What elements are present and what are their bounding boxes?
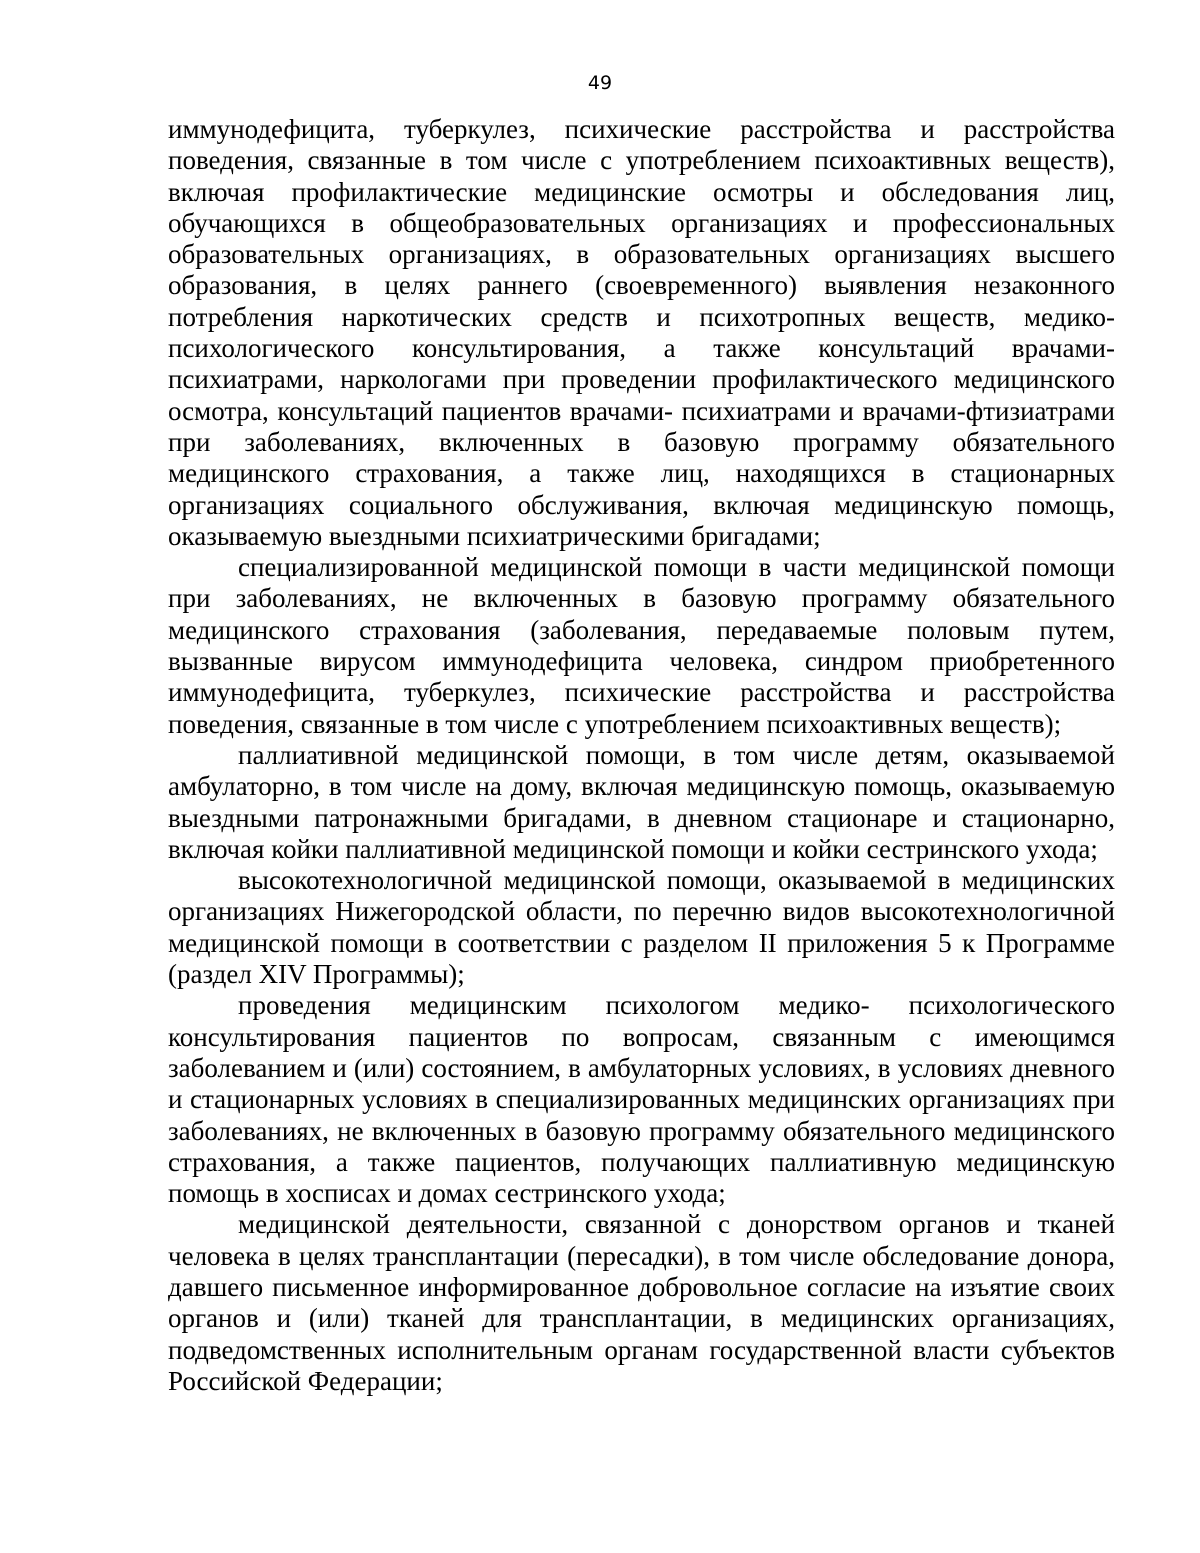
- paragraph-continuation: иммунодефицита, туберкулез, психические расстройства и расстройства поведения, связанные в том числе с употреблением психоактивных веществ), включая профилактические медицинские осмотры и обследования лиц, обучающихся в общеобразовательных организациях и профессиональных образовательных организациях, в образовательных организациях высшего образования, в целях раннего (своевременного) выявления незаконного потребления наркотических средств и психотропных веществ, медико-психологического консультирования, а также консультаций врачами-психиатрами, наркологами при проведении профилактического медицинского осмотра, консультаций пациентов врачами- психиатрами и врачами-фтизиатрами при заболеваниях, включенных в базовую программу обязательного медицинского страхования, а также лиц, находящихся в стационарных организациях социального обслуживания, включая медицинскую помощь, оказываемую выездными психиатрическими бригадами;: [168, 114, 1115, 551]
- paragraph-psychologist-consultation: проведения медицинским психологом медико- психологического консультирования пациентов по вопросам, связанным с имеющимся заболеванием и (или) состоянием, в амбулаторных условиях, в условиях дневного и стационарных условиях в специализированных медицинских организациях при заболеваниях, не включенных в базовую программу обязательного медицинского страхования, а также пациентов, получающих паллиативную медицинскую помощь в хосписах и домах сестринского ухода;: [168, 990, 1115, 1209]
- paragraph-high-tech-care: высокотехнологичной медицинской помощи, оказываемой в медицинских организациях Нижегородской области, по перечню видов высокотехнологичной медицинской помощи в соответствии с разделом II приложения 5 к Программе (раздел XIV Программы);: [168, 865, 1115, 990]
- document-body: [168, 114, 1115, 1397]
- paragraph-organ-donation: медицинской деятельности, связанной с донорством органов и тканей человека в целях трансплантации (пересадки), в том числе обследование донора, давшего письменное информированное добровольное согласие на изъятие своих органов и (или) тканей для трансплантации, в медицинских организациях, подведомственных исполнительным органам государственной власти субъектов Российской Федерации;: [168, 1209, 1115, 1396]
- paragraph-specialized-care: специализированной медицинской помощи в части медицинской помощи при заболеваниях, не включенных в базовую программу обязательного медицинского страхования (заболевания, передаваемые половым путем, вызванные вирусом иммунодефицита человека, синдром приобретенного иммунодефицита, туберкулез, психические расстройства и расстройства поведения, связанные в том числе с употреблением психоактивных веществ);: [168, 552, 1115, 739]
- page-number: 49: [587, 72, 613, 94]
- paragraph-palliative-care: паллиативной медицинской помощи, в том числе детям, оказываемой амбулаторно, в том числе на дому, включая медицинскую помощь, оказываемую выездными патронажными бригадами, в дневном стационаре и стационарно, включая койки паллиативной медицинской помощи и койки сестринского ухода;: [168, 739, 1115, 864]
